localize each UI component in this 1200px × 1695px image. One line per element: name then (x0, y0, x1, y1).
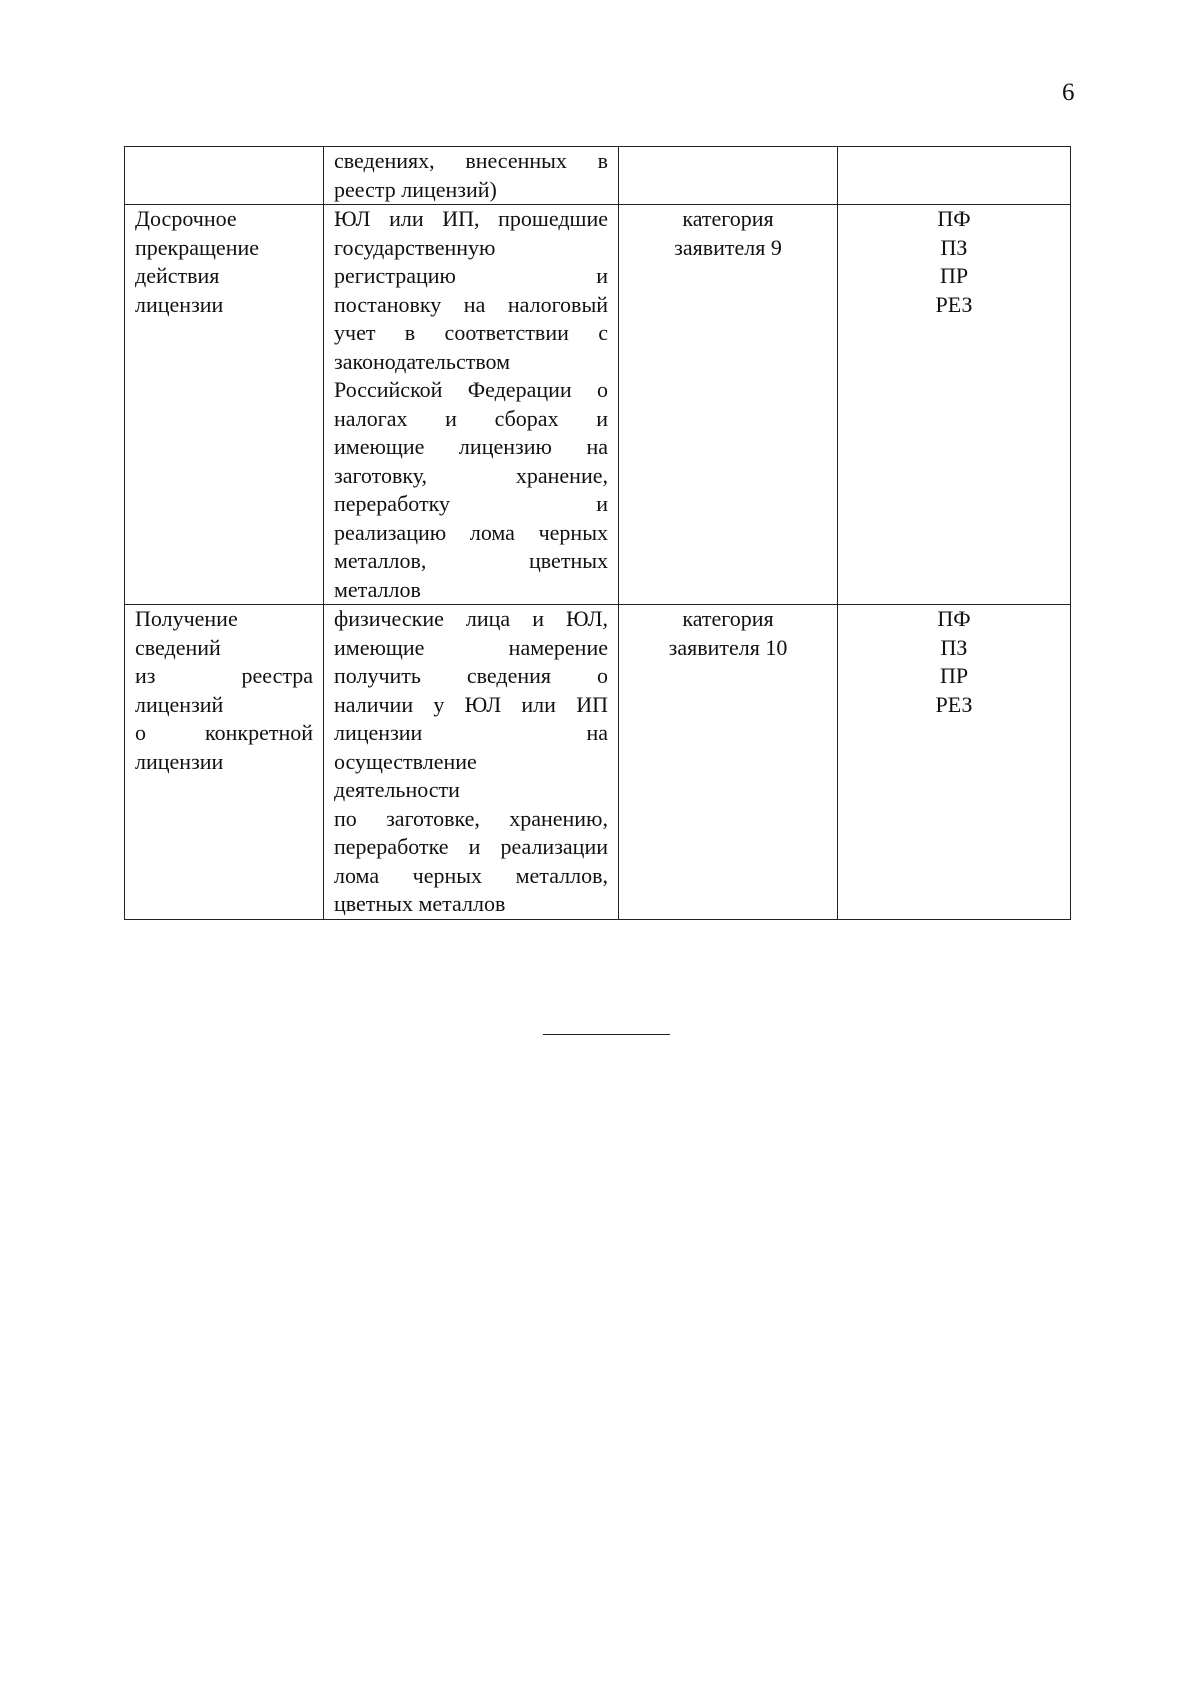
applicant-cell-line: Российской Федерации о (334, 377, 608, 402)
service-name-cell-line: Досрочное (135, 206, 237, 231)
category-cell-line: категория (682, 206, 774, 231)
applicant-cell-line: государственную (334, 234, 496, 260)
category-cell-line: заявителя 10 (668, 634, 788, 660)
applicant-cell-line: имеющие намерение (334, 634, 608, 660)
applicant-cell-line: по заготовке, хранению, (334, 805, 608, 831)
service-name-cell-line: лицензий (135, 691, 224, 717)
table-row (125, 205, 1071, 605)
applicant-cell-line: металлов, цветных (334, 548, 608, 573)
applicant-cell-line: наличии у ЮЛ или ИП (334, 691, 608, 717)
table-row (125, 605, 1071, 920)
table-row (125, 147, 1071, 205)
codes-cell (838, 147, 1071, 205)
codes-cell-line: РЕЗ (935, 291, 973, 317)
applicant-cell (324, 205, 619, 605)
applicant-cell-line: лицензии на (334, 720, 608, 745)
service-name-cell (125, 205, 324, 605)
service-name-cell-line: из реестра (135, 663, 313, 688)
service-name-cell-line: о конкретной (135, 720, 313, 745)
page-number: 6 (1062, 79, 1075, 106)
applicant-cell-line: сведениях, внесенных в (334, 148, 608, 173)
service-name-cell (125, 147, 324, 205)
applicant-cell-line: цветных металлов (334, 891, 506, 916)
applicant-cell-line: металлов (334, 576, 421, 602)
codes-cell-line: РЕЗ (935, 691, 973, 717)
applicant-cell-line: заготовку, хранение, (334, 462, 608, 488)
applicant-cell-line: переработку и (334, 491, 608, 516)
category-cell (619, 605, 838, 920)
service-name-cell-line: лицензии (135, 748, 224, 774)
applicant-cell-line: законодательством (334, 348, 511, 374)
applicant-cell-line: учет в соответствии с (334, 320, 608, 345)
codes-cell-line: ПФ (937, 606, 971, 631)
applicant-cell-line: осуществление (334, 748, 477, 774)
applicant-cell-line: физические лица и ЮЛ, (334, 606, 608, 631)
applicant-cell-line: переработке и реализации (334, 834, 608, 859)
applicant-cell-line: деятельности (334, 777, 460, 802)
service-name-cell-line: лицензии (135, 291, 224, 317)
services-table (124, 146, 1071, 920)
applicant-cell-line: реестр лицензий) (334, 176, 497, 202)
table-body (125, 147, 1071, 920)
applicant-cell-line: ЮЛ или ИП, прошедшие (334, 206, 608, 231)
service-name-cell (125, 605, 324, 920)
codes-cell-line: ПЗ (940, 634, 968, 660)
codes-cell-line: ПР (939, 663, 969, 688)
applicant-cell-line: имеющие лицензию на (334, 434, 608, 459)
applicant-cell-line: реализацию лома черных (334, 519, 608, 545)
applicant-cell (324, 605, 619, 920)
codes-cell-line: ПЗ (940, 234, 968, 260)
service-name-cell-line: сведений (135, 634, 221, 660)
codes-cell-line: ПФ (937, 206, 971, 231)
applicant-cell-line: получить сведения о (334, 663, 608, 688)
codes-cell (838, 605, 1071, 920)
service-name-cell-line: действия (135, 263, 220, 288)
applicant-cell-line: постановку на налоговый (334, 291, 608, 317)
service-name-cell-line: прекращение (135, 234, 260, 260)
category-cell (619, 205, 838, 605)
applicant-cell (324, 147, 619, 205)
category-cell-line: категория (682, 606, 774, 631)
end-of-document-rule (543, 1034, 670, 1035)
service-name-cell-line: Получение (135, 606, 238, 631)
codes-cell-line: ПР (939, 263, 969, 288)
applicant-cell-line: лома черных металлов, (334, 862, 608, 888)
codes-cell (838, 205, 1071, 605)
category-cell-line: заявителя 9 (674, 234, 782, 260)
applicant-cell-line: регистрацию и (334, 263, 608, 288)
category-cell (619, 147, 838, 205)
applicant-cell-line: налогах и сборах и (334, 405, 608, 431)
